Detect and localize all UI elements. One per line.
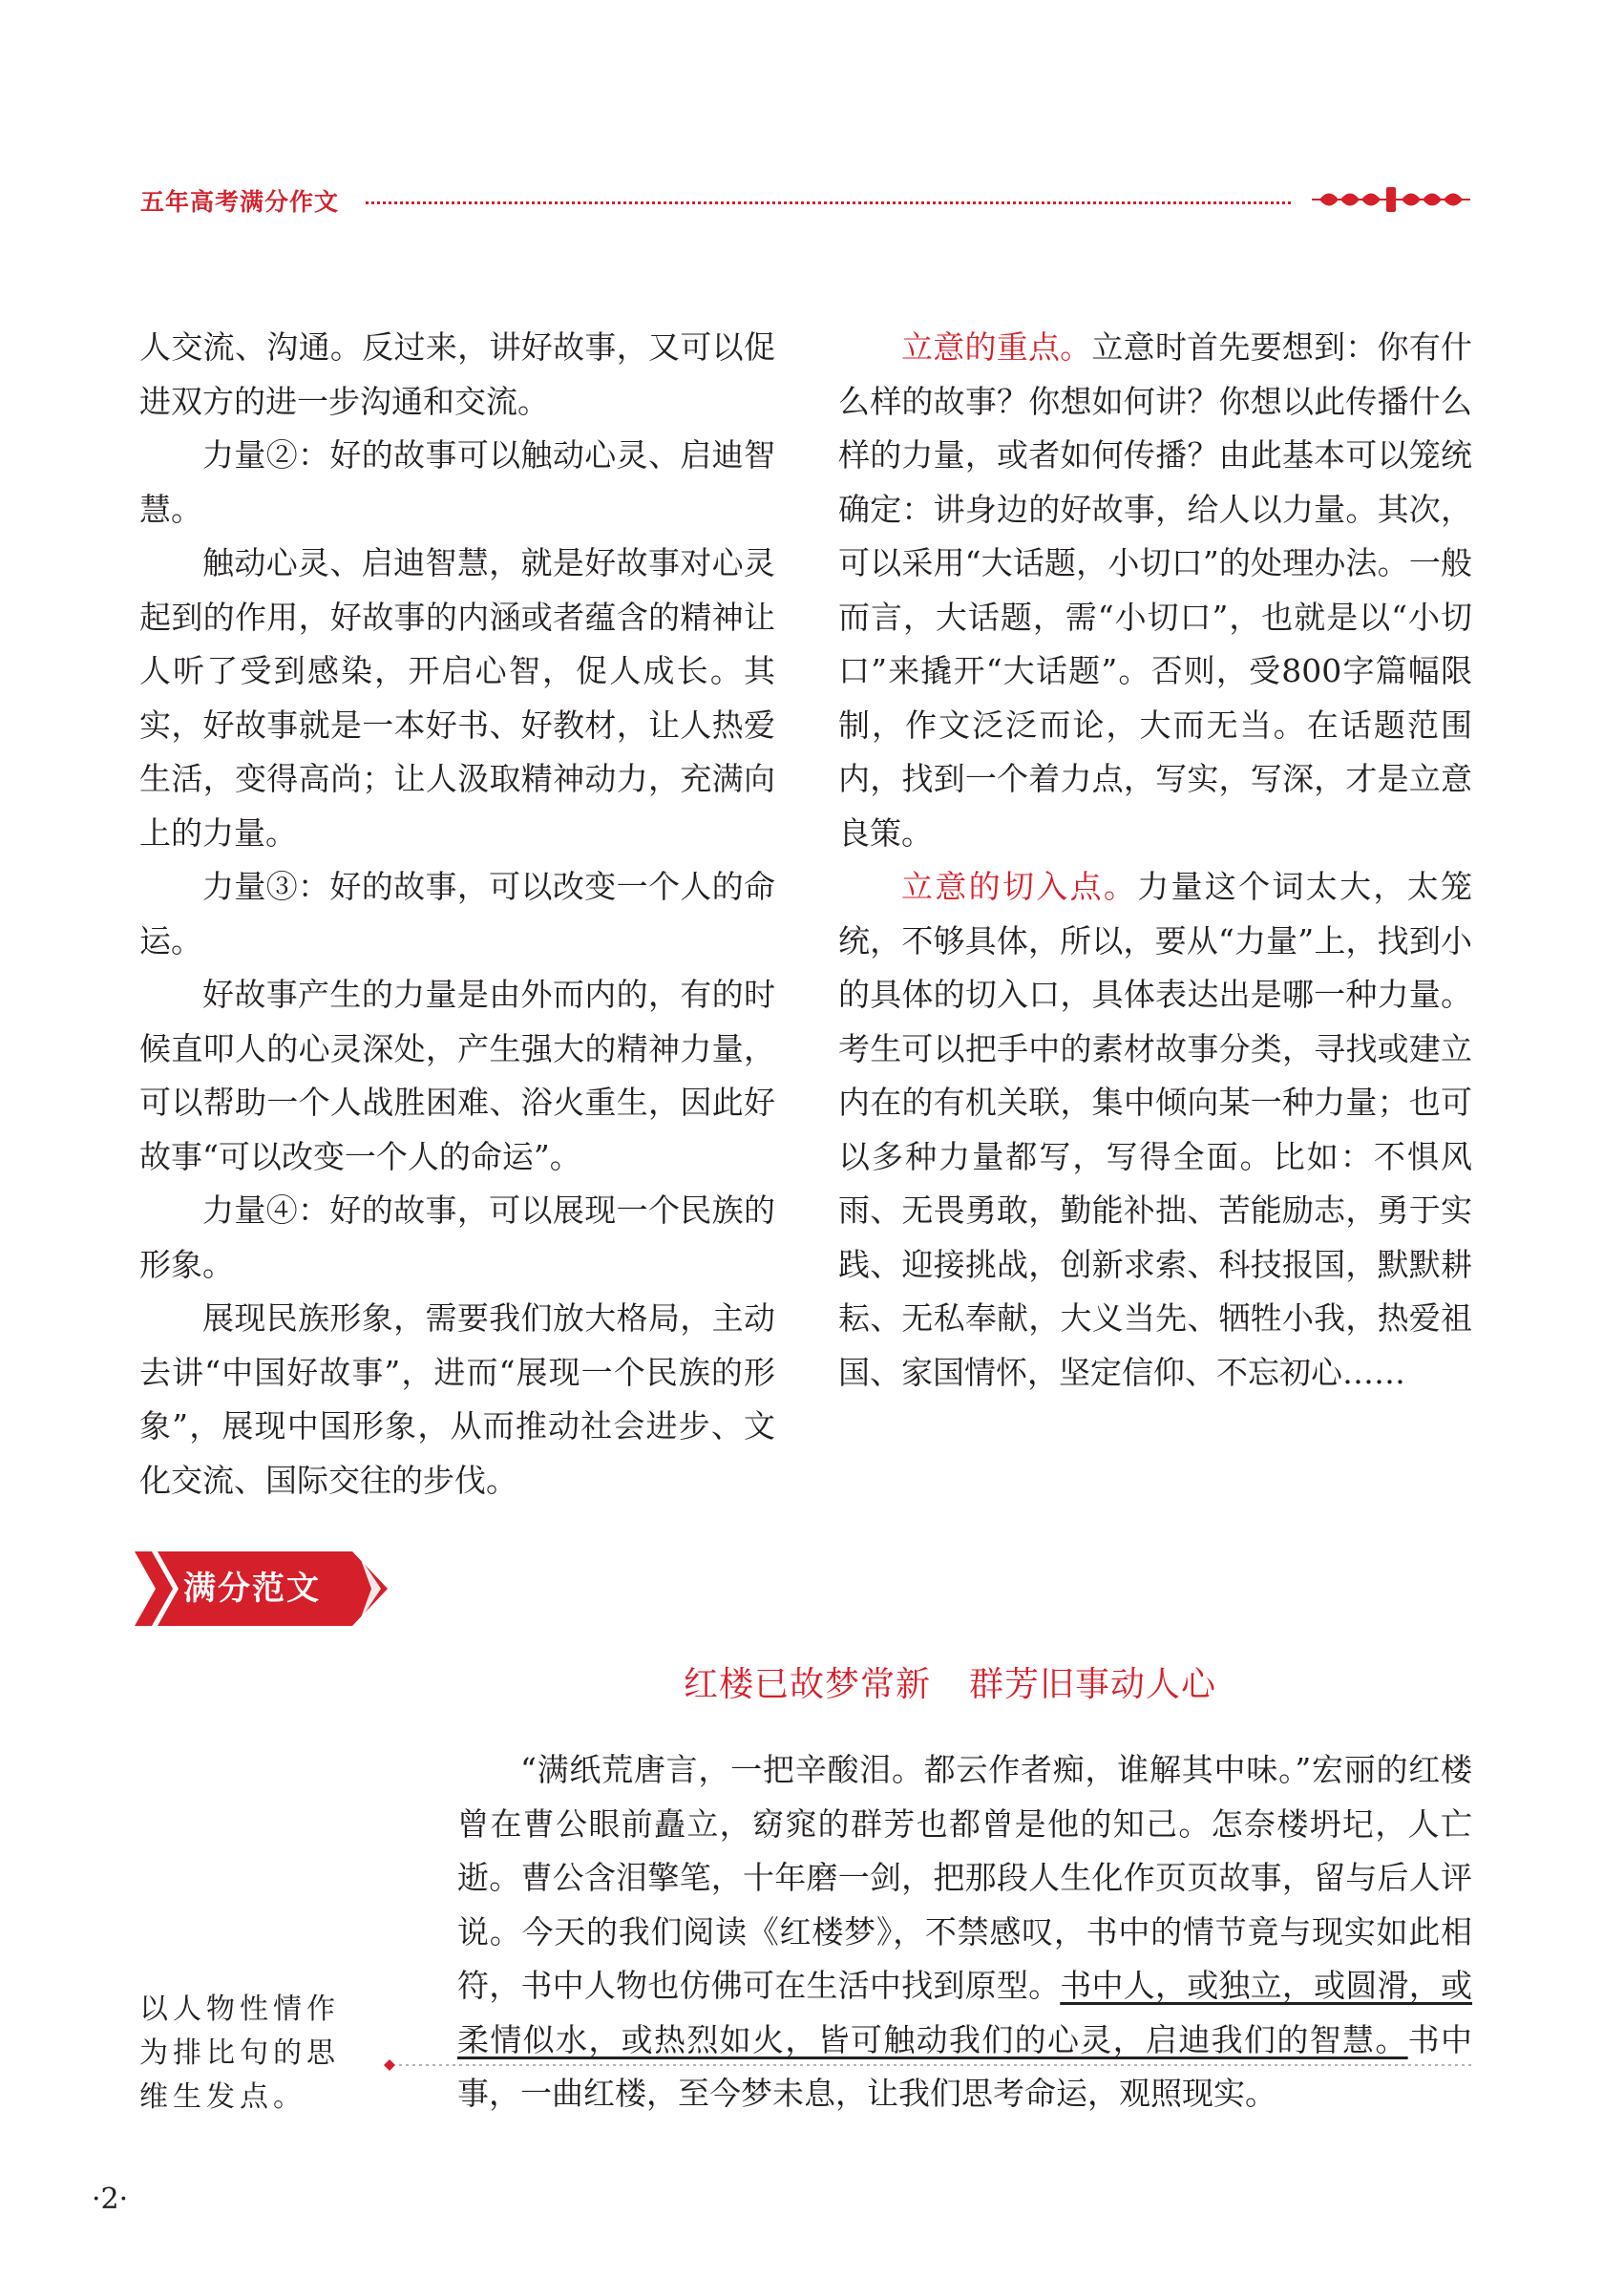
paragraph <box>838 860 1472 1400</box>
leaf-ornament-icon <box>1310 183 1472 216</box>
paragraph <box>838 321 1472 860</box>
essay-title <box>684 1657 1352 1706</box>
essay-text: “满纸荒唐言，一把辛酸泪。都云作者痴，谁解其中味。”宏丽的红楼曾在曹公眼前矗立，窈窕的群芳也都曾是他的知己。怎奈楼坍圮，人亡逝。曹公含泪擎笔，十年磨一剑，把那段人生化作页页故事，留与后人评说。今天的我们阅读《红楼梦》，不禁感叹，书中的情节竟与现实如此相符，书中人物也仿佛可在生活中找到原型。 <box>457 1751 1472 2004</box>
section-banner-label: 满分范文 <box>183 1570 321 1608</box>
right-column <box>838 321 1472 1400</box>
entry-point-label: 立意的切入点。 <box>901 868 1138 905</box>
power-4-heading: 力量④：好的故事，可以展现一个民族的形象。 <box>139 1192 775 1283</box>
paragraph-text: 力量这个词太大，太笼统，不够具体，所以，要从“力量”上，找到小的具体的切入口，具体表达出是哪一种力量。考生可以把手中的素材故事分类，寻找或建立内在的有机关联，集中倾向某一种力量；也可以多种力量都写，写得全面。比如：不惧风雨、无畏勇敢，勤能补拙、苦能励志，勇于实践、迎接挑战，创新求索、科技报国，默默耕耘、无私奉献，大义当先、牺牲小我，热爱祖国、家国情怀，坚定信仰、不忘初心…… <box>838 868 1472 1391</box>
paragraph: 展现民族形象，需要我们放大格局，主动去讲“中国好故事”，进而“展现一个民族的形象”，展现中国形象，从而推动社会进步、文化交流、国际交往的步伐。 <box>139 1299 775 1499</box>
annotation-leader-line <box>384 2059 1472 2071</box>
underlined-sentence: 书中人，或独立，或圆滑，或柔情似水，或热烈如火，皆可触动我们的心灵，启迪我们的智慧。 <box>457 1967 1473 2058</box>
page-number: ·2· <box>92 2183 129 2216</box>
running-header <box>140 183 1472 221</box>
book-title: 五年高考满分作文 <box>140 188 340 216</box>
essay-title-part-1: 红楼已故梦常新 <box>684 1665 932 1704</box>
paragraph: 好故事产生的力量是由外而内的，有的时候直叩人的心灵深处，产生强大的精神力量，可以帮助一个人战胜困难、浴火重生，因此好故事“可以改变一个人的命运”。 <box>139 976 775 1175</box>
margin-annotation: 以人物性情作为排比句的思维生发点。 <box>139 1993 340 2114</box>
essay-text: 书中事，一曲红楼，至今梦未息，让我们思考命运，观照现实。 <box>457 2020 1473 2112</box>
paragraph: 触动心灵、启迪智慧，就是好故事对心灵起到的作用，好故事的内涵或者蕴含的精神让人听了受到感染，开启心智，促人成长。其实，好故事就是一本好书、好教材，让人热爱生活，变得高尚；让人汲取精神动力，充满向上的力量。 <box>139 544 775 852</box>
power-2-heading: 力量②：好的故事可以触动心灵、启迪智慧。 <box>139 436 775 528</box>
key-point-label: 立意的重点。 <box>901 328 1092 366</box>
power-3-heading: 力量③：好的故事，可以改变一个人的命运。 <box>139 868 775 960</box>
essay-title-part-2: 群芳旧事动人心 <box>969 1665 1217 1704</box>
left-column <box>139 321 775 1508</box>
header-dotted-rule <box>366 201 1291 204</box>
paragraph-text: 立意时首先要想到：你有什么样的故事？你想如何讲？你想以此传播什么样的力量，或者如何传播？由此基本可以笼统确定：讲身边的好故事，给人以力量。其次，可以采用“大话题，小切口”的处理办法。一般而言，大话题，需“小切口”，也就是以“小切口”来撬开“大话题”。否则，受800字篇幅限制，作文泛泛而论，大而无当。在话题范围内，找到一个着力点，写实，写深，才是立意良策。 <box>838 328 1473 852</box>
paragraph-continued: 人交流、沟通。反过来，讲好故事，又可以促进双方的进一步沟通和交流。 <box>139 328 775 420</box>
